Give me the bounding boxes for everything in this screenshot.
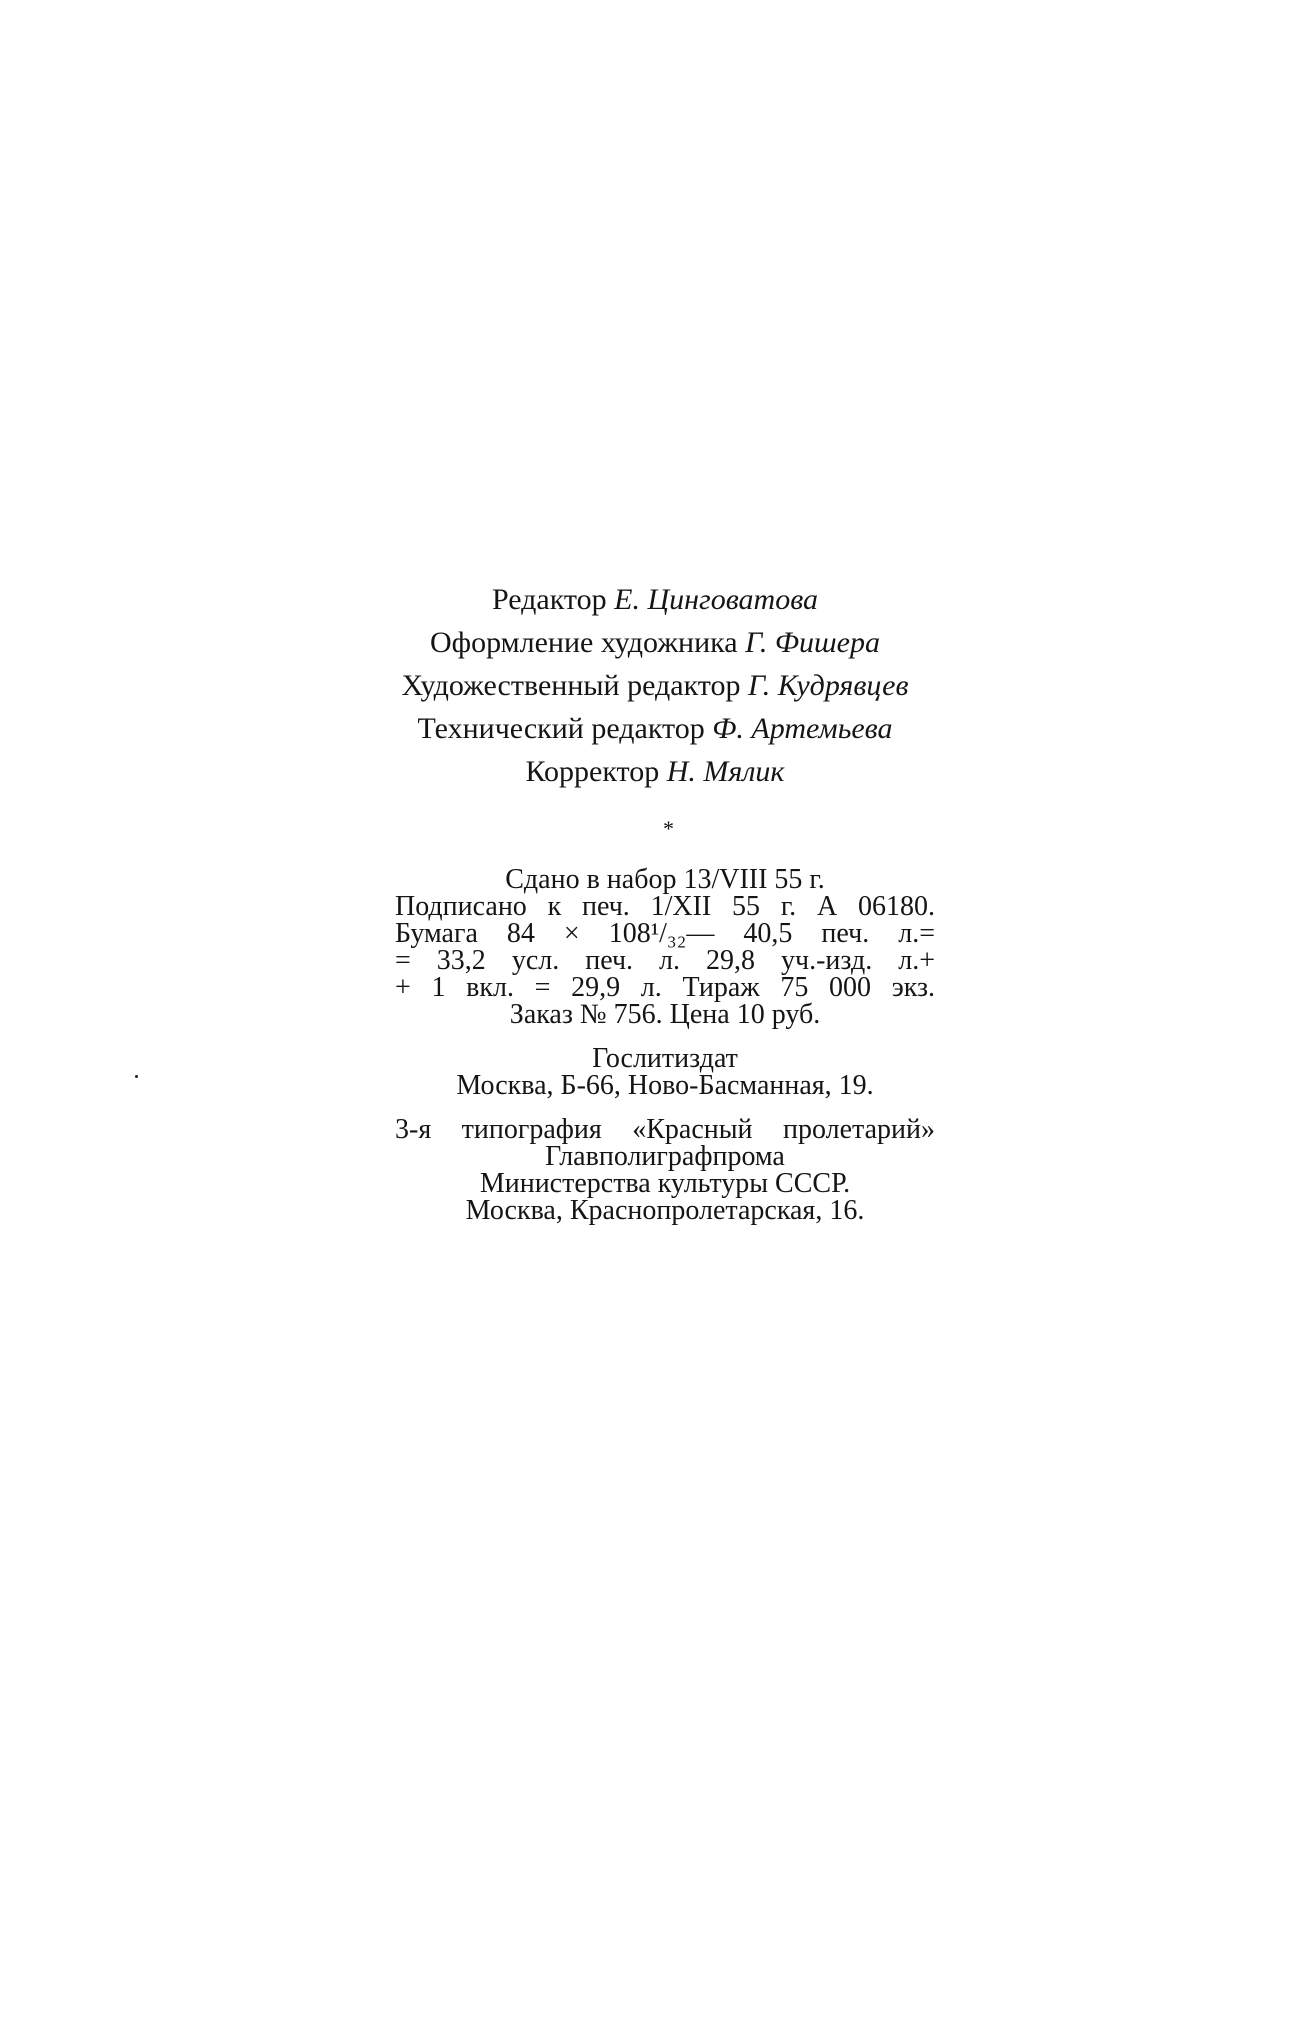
credit-name: Ф. Артемьева — [712, 712, 893, 745]
credit-role: Редактор — [491, 583, 607, 616]
credit-art-editor — [355, 664, 955, 707]
credit-role: Технический редактор — [417, 712, 705, 745]
credit-role: Оформление художника — [429, 626, 738, 659]
printer-parent: Главполиграфпрома — [545, 1141, 785, 1172]
print-detail-line: Сдано в набор 13/VIII 55 г. — [505, 864, 825, 895]
credit-proofreader — [355, 750, 955, 793]
credit-name: Е. Цинговатова — [614, 583, 819, 616]
publisher-name: Гослитиздат — [592, 1043, 738, 1074]
credit-role: Художественный редактор — [401, 669, 741, 702]
printer-address: Москва, Краснопролетарская, 16. — [465, 1195, 865, 1226]
separator-asterisk: * — [663, 816, 674, 841]
printer-name: 3-я типография «Красный пролетарий» — [395, 1114, 935, 1145]
credit-name: Н. Мялик — [666, 755, 785, 788]
credit-name: Г. Фишера — [745, 626, 880, 659]
imprint-block — [395, 866, 935, 1224]
publisher-address: Москва, Б-66, Ново-Басманная, 19. — [456, 1070, 874, 1101]
print-detail-line: Подписано к печ. 1/XII 55 г. А 06180. — [395, 891, 935, 922]
print-detail-line: Бумага 84 × 108¹/₃₂— 40,5 печ. л.= — [395, 918, 935, 949]
credit-design — [355, 621, 955, 664]
credit-editor — [355, 578, 955, 621]
print-detail-line: Заказ № 756. Цена 10 руб. — [509, 999, 821, 1030]
print-detail-line: = 33,2 усл. печ. л. 29,8 уч.-изд. л.+ — [395, 945, 935, 976]
print-detail-line: + 1 вкл. = 29,9 л. Тираж 75 000 экз. — [395, 972, 935, 1003]
printer-ministry: Министерства культуры СССР. — [479, 1168, 851, 1199]
credit-name: Г. Кудрявцев — [747, 669, 909, 702]
credits-block — [355, 578, 955, 793]
credit-tech-editor — [355, 707, 955, 750]
credit-role: Корректор — [525, 755, 660, 788]
scan-speck — [135, 1075, 138, 1078]
